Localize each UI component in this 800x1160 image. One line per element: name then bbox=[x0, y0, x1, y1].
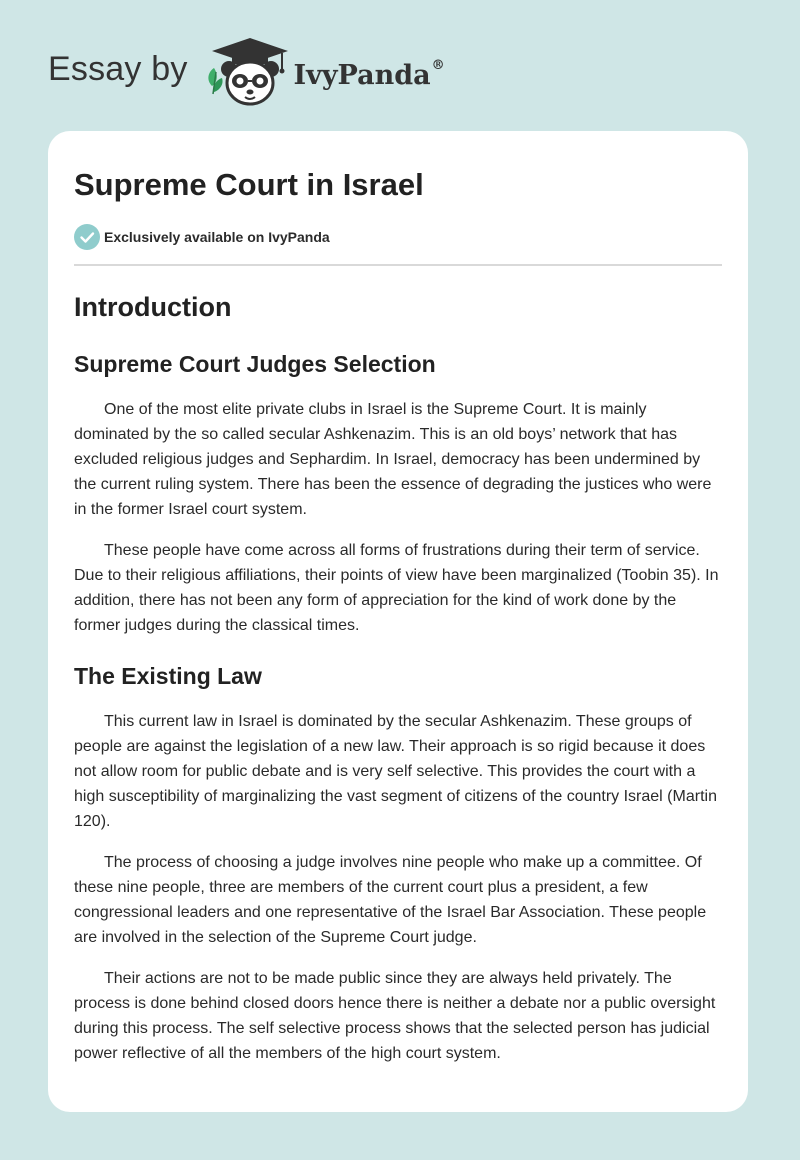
subsection-heading-judges-selection: Supreme Court Judges Selection bbox=[74, 351, 436, 377]
registered-mark: ® bbox=[431, 57, 445, 73]
essay-by-label: Essay by bbox=[48, 49, 188, 88]
paragraph: One of the most elite private clubs in Israel is the Supreme Court. It is mainly dominated by the so called secular Ashkenazim. This is an old boys’ network that has excluded religious judges and Sephardim. In Israel, democracy has been undermined by the current ruling system. There has been the essence of degrading the justices who were in the former Israel court system. bbox=[74, 401, 712, 518]
paragraph: This current law in Israel is dominated by the secular Ashkenazim. These groups of people are against the legislation of a new law. Their approach is so rigid because it does not allow room for public debate and is very self selective. This provides the court with a high susceptibility of marginalizing the vast segment of citizens of the country Israel (Martin 120). bbox=[74, 713, 717, 830]
check-circle-icon bbox=[74, 224, 100, 250]
brand-name: IvyPanda® bbox=[293, 57, 445, 91]
subsection-heading-existing-law: The Existing Law bbox=[74, 663, 262, 689]
site-header bbox=[48, 36, 445, 108]
page-title: Supreme Court in Israel bbox=[74, 167, 424, 202]
essay-card bbox=[48, 131, 748, 1112]
paragraph: The process of choosing a judge involves nine people who make up a committee. Of these nine people, three are members of the current court plus a president, a few congressional leaders and one representative of the Israel Bar Association. These people are involved in the selection of the Supreme Court judge. bbox=[74, 854, 707, 946]
title-divider bbox=[74, 264, 722, 266]
exclusive-badge-text: Exclusively available on IvyPanda bbox=[104, 229, 330, 245]
paragraph: Their actions are not to be made public since they are always held privately. The process is done behind closed doors hence there is neither a debate nor a public oversight during this process. The self selective process shows that the selected person has judicial power reflective of all the members of the high court system. bbox=[74, 970, 716, 1062]
panda-graduate-logo-icon[interactable] bbox=[202, 36, 298, 108]
paragraph: These people have come across all forms of frustrations during their term of service. Due to their religious affiliations, their points of view have been marginalized (Toobin 35). In addition, there has not been any form of appreciation for the kind of work done by the former judges during the classical times. bbox=[74, 542, 719, 634]
section-heading-introduction: Introduction bbox=[74, 292, 232, 322]
exclusive-badge bbox=[74, 224, 722, 250]
